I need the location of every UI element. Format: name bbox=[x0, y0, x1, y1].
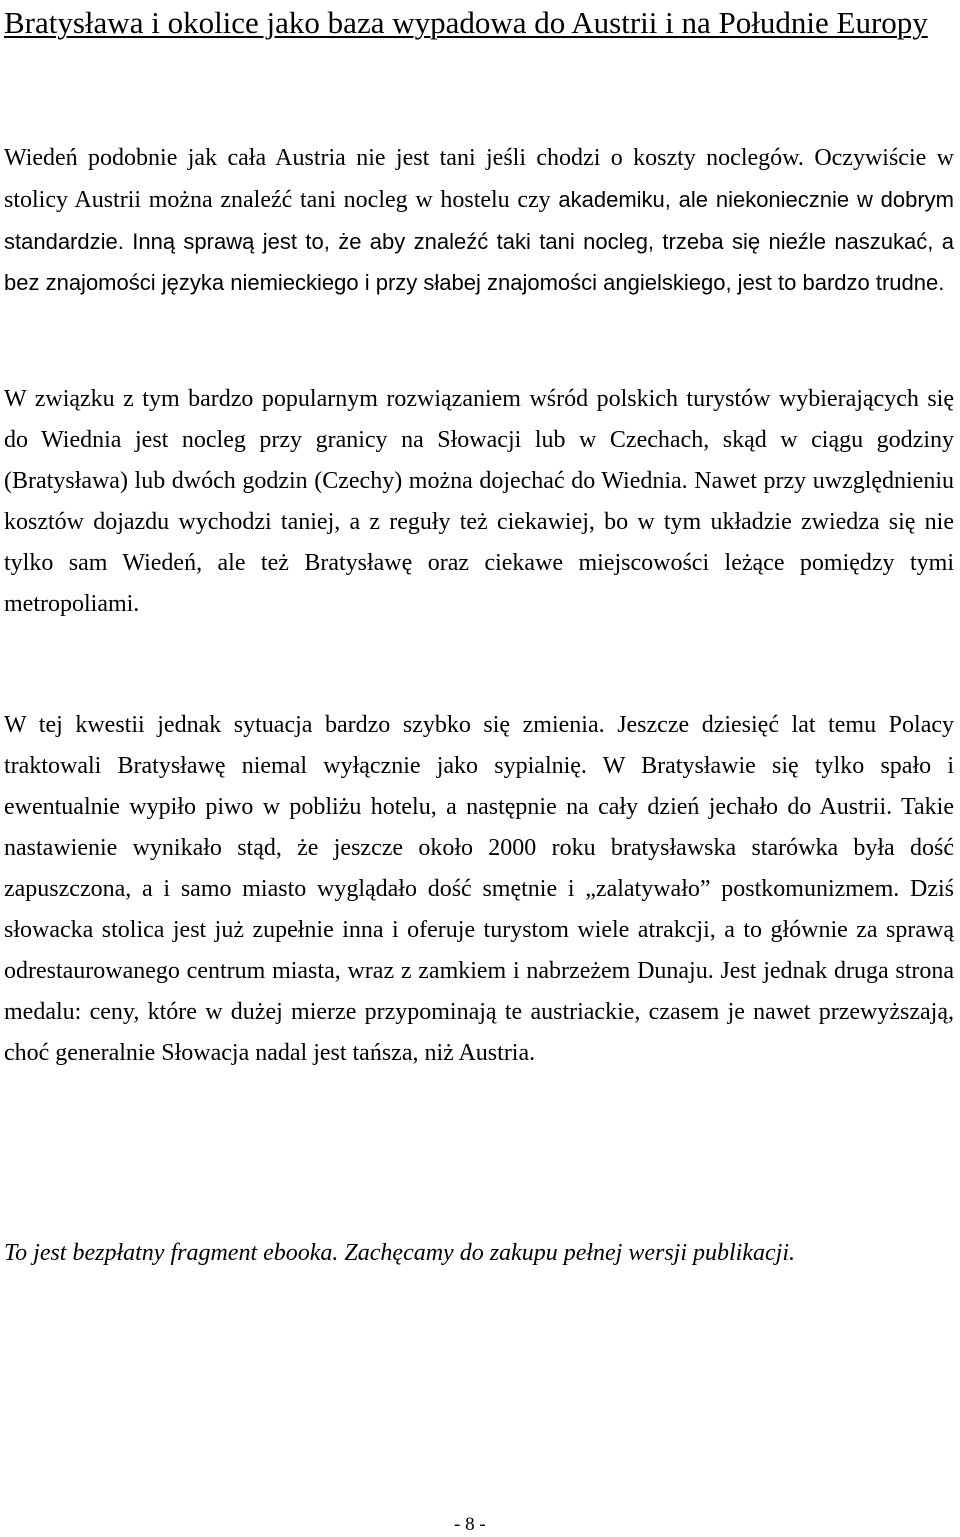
document-title: Bratysława i okolice jako baza wypadowa do Austrii i na Południe Europy bbox=[4, 5, 928, 40]
ebook-teaser-note: To jest bezpłatny fragment ebooka. Zachęcamy do zakupu pełnej wersji publikacji. bbox=[4, 1240, 795, 1266]
page-number: - 8 - bbox=[454, 1514, 486, 1535]
paragraph-hostel-prices bbox=[4, 137, 954, 303]
paragraph-1-serif-part: Wiedeń podobnie jak cała Austria nie jest tani jeśli chodzi o koszty noclegów. Oczywiście w stolicy Austrii można znaleźć tani nocleg w hostelu czy bbox=[4, 145, 954, 213]
paragraph-bratislava-changes: W tej kwestii jednak sytuacja bardzo szybko się zmienia. Jeszcze dziesięć lat temu Polacy traktowali Bratysławę niemal wyłącznie jako sypialnię. W Bratysławie się tylko spało i ewentualnie wypiło piwo w pobliżu hotelu, a następnie na cały dzień jechało do Austrii. Takie nastawienie wynikało stąd, że jeszcze około 2000 roku bratysławska starówka była dość zapuszczona, a i samo miasto wyglądało dość smętnie i „zalatywało” postkomunizmem. Dziś słowacka stolica jest już zupełnie inna i oferuje turystom wiele atrakcji, a to głównie za sprawą odrestaurowanego centrum miasta, wraz z zamkiem i nabrzeżem Dunaju. Jest jednak druga strona medalu: ceny, które w dużej mierze przypominają te austriackie, czasem je nawet przewyższają, choć generalnie Słowacja nadal jest tańsza, niż Austria. bbox=[4, 712, 954, 1066]
paragraph-border-lodging: W związku z tym bardzo popularnym rozwiązaniem wśród polskich turystów wybierających się do Wiednia jest nocleg przy granicy na Słowacji lub w Czechach, skąd w ciągu godziny (Bratysława) lub dwóch godzin (Czechy) można dojechać do Wiednia. Nawet przy uwzględnieniu kosztów dojazdu wychodzi taniej, a z reguły też ciekawiej, bo w tym układzie zwiedza się nie tylko sam Wiedeń, ale też Bratysławę oraz ciekawe miejscowości leżące pomiędzy tymi metropoliami. bbox=[4, 386, 954, 617]
paragraph-1-sans-part: akademiku, ale niekoniecznie w dobrym standardzie. Inną sprawą jest to, że aby znaleźć taki tani nocleg, trzeba się nieźle naszukać, a bez znajomości języka niemieckiego i przy słabej znajomości angielskiego, jest to bardzo trudne. bbox=[4, 187, 954, 295]
page-content bbox=[4, 0, 954, 1266]
